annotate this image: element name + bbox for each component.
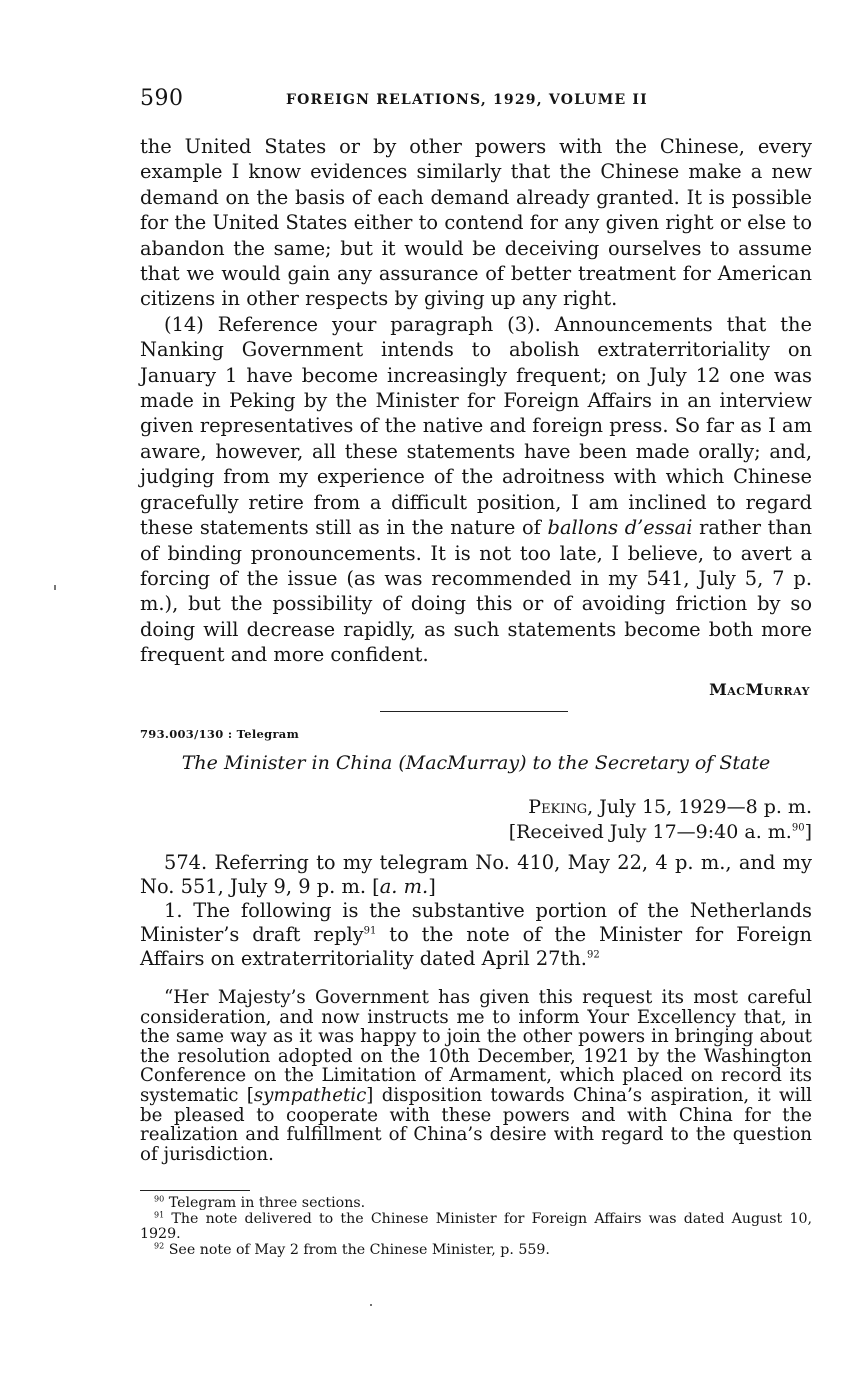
footnote-91: $^{91}$ The note delivered to the Chinese Minister for Foreign Affairs was dated August 10, 1929. bbox=[140, 1210, 813, 1242]
footnote-rule bbox=[140, 1190, 250, 1191]
dateline-sent bbox=[509, 795, 812, 820]
continued-paragraph: the United States or by other powers with the Chinese, every example I know evidences similarly that the Chinese make a new demand on the basis of each demand already granted. It is possible for the United States either to contend for any given right or else to abandon the same; but it would be deceiving ourselves to assume that we would gain any assurance of better treatment for American citizens in other respects by giving up any right. bbox=[140, 135, 812, 311]
footnote-ref-91: 91 bbox=[363, 925, 377, 937]
paragraph-14-part1: (14) Reference your paragraph (3). Announcements that the Nanking Government intends to abolish extraterritoriality on January 1 have become increasingly frequent; on July 12 one was made in Peking by the Minister for Foreign Affairs in an interview given representatives of the native and foreign press. So far as I am aware, however, all these statements have been made orally; and, judging from my experience of the adroitness with which Chinese gracefully retire from a difficult position, I am inclined to regard these statements still as in the nature of bbox=[140, 312, 812, 540]
page-header bbox=[140, 86, 812, 116]
document-title: The Minister in China (MacMurray) to the Secretary of State bbox=[181, 752, 771, 774]
footnote-ref-90: 90 bbox=[791, 822, 805, 834]
footnote-90: $^{90}$ Telegram in three sections. bbox=[154, 1194, 366, 1211]
footnotes bbox=[140, 1196, 812, 1259]
dateline-received: [Received July 17—9:40 a. m.$^{90}$] bbox=[508, 821, 812, 843]
paragraph-574: 574. Referring to my telegram No. 410, May 22, 4 p. m., and my No. 551, July 9, 9 p. m. [a. m.] bbox=[140, 851, 812, 898]
paragraph-14-part2: rather than of binding pronouncements. It is not too late, I believe, to avert a forcing of the issue (as was recommended in my 541, July 5, 7 p. m.), but the possibility of doing this or of avoiding friction by so doing will decrease rapidly, as such statements become both more frequent and more confident. bbox=[140, 516, 812, 667]
continued-telegram-text bbox=[140, 134, 812, 668]
dateline-place: Peking bbox=[528, 796, 588, 818]
paragraph-1: 1. The following is the substantive portion of the Netherlands Minister’s draft reply$^{91}$ to the note of the Minister for Foreign Affairs on extraterritoriality dated April 27th.$^{92}$ bbox=[140, 899, 812, 970]
dateline-date: , July 15, 1929—8 p. m. bbox=[587, 796, 812, 818]
file-number: 793.003/130 : Telegram bbox=[140, 727, 300, 741]
stray-mark bbox=[370, 1304, 372, 1306]
quoted-reply: “Her Majesty’s Government has given this request its most careful consideration, and now instructs me to inform Your Excellency that, in the same way as it was happy to join the other powers in bringing about the resolution adopted on the 10th December, 1921 by the Washington Conference on the Limitation of Armament, which placed on record its systematic [sympathetic] disposition towards China’s aspiration, it will be pleased to cooperate with these powers and with China for the realization and fulfillment of China’s desire with regard to the question of jurisdiction. bbox=[140, 987, 813, 1165]
paragraph-14 bbox=[140, 312, 812, 668]
italic-phrase: ballons d’essai bbox=[547, 516, 693, 540]
telegram-body bbox=[140, 851, 812, 971]
running-head: FOREIGN RELATIONS, 1929, VOLUME II bbox=[286, 92, 648, 108]
footnote-ref-92: 92 bbox=[586, 949, 600, 961]
italic-correction: a. m. bbox=[379, 875, 429, 898]
italic-correction: sympathetic bbox=[253, 1084, 367, 1106]
dateline bbox=[509, 795, 812, 845]
signature: MacMurray bbox=[709, 680, 810, 699]
section-divider bbox=[380, 711, 568, 712]
margin-mark bbox=[54, 585, 56, 590]
page-number: 590 bbox=[140, 86, 184, 111]
footnote-92: $^{92}$ See note of May 2 from the Chinese Minister, p. 559. bbox=[154, 1241, 550, 1258]
